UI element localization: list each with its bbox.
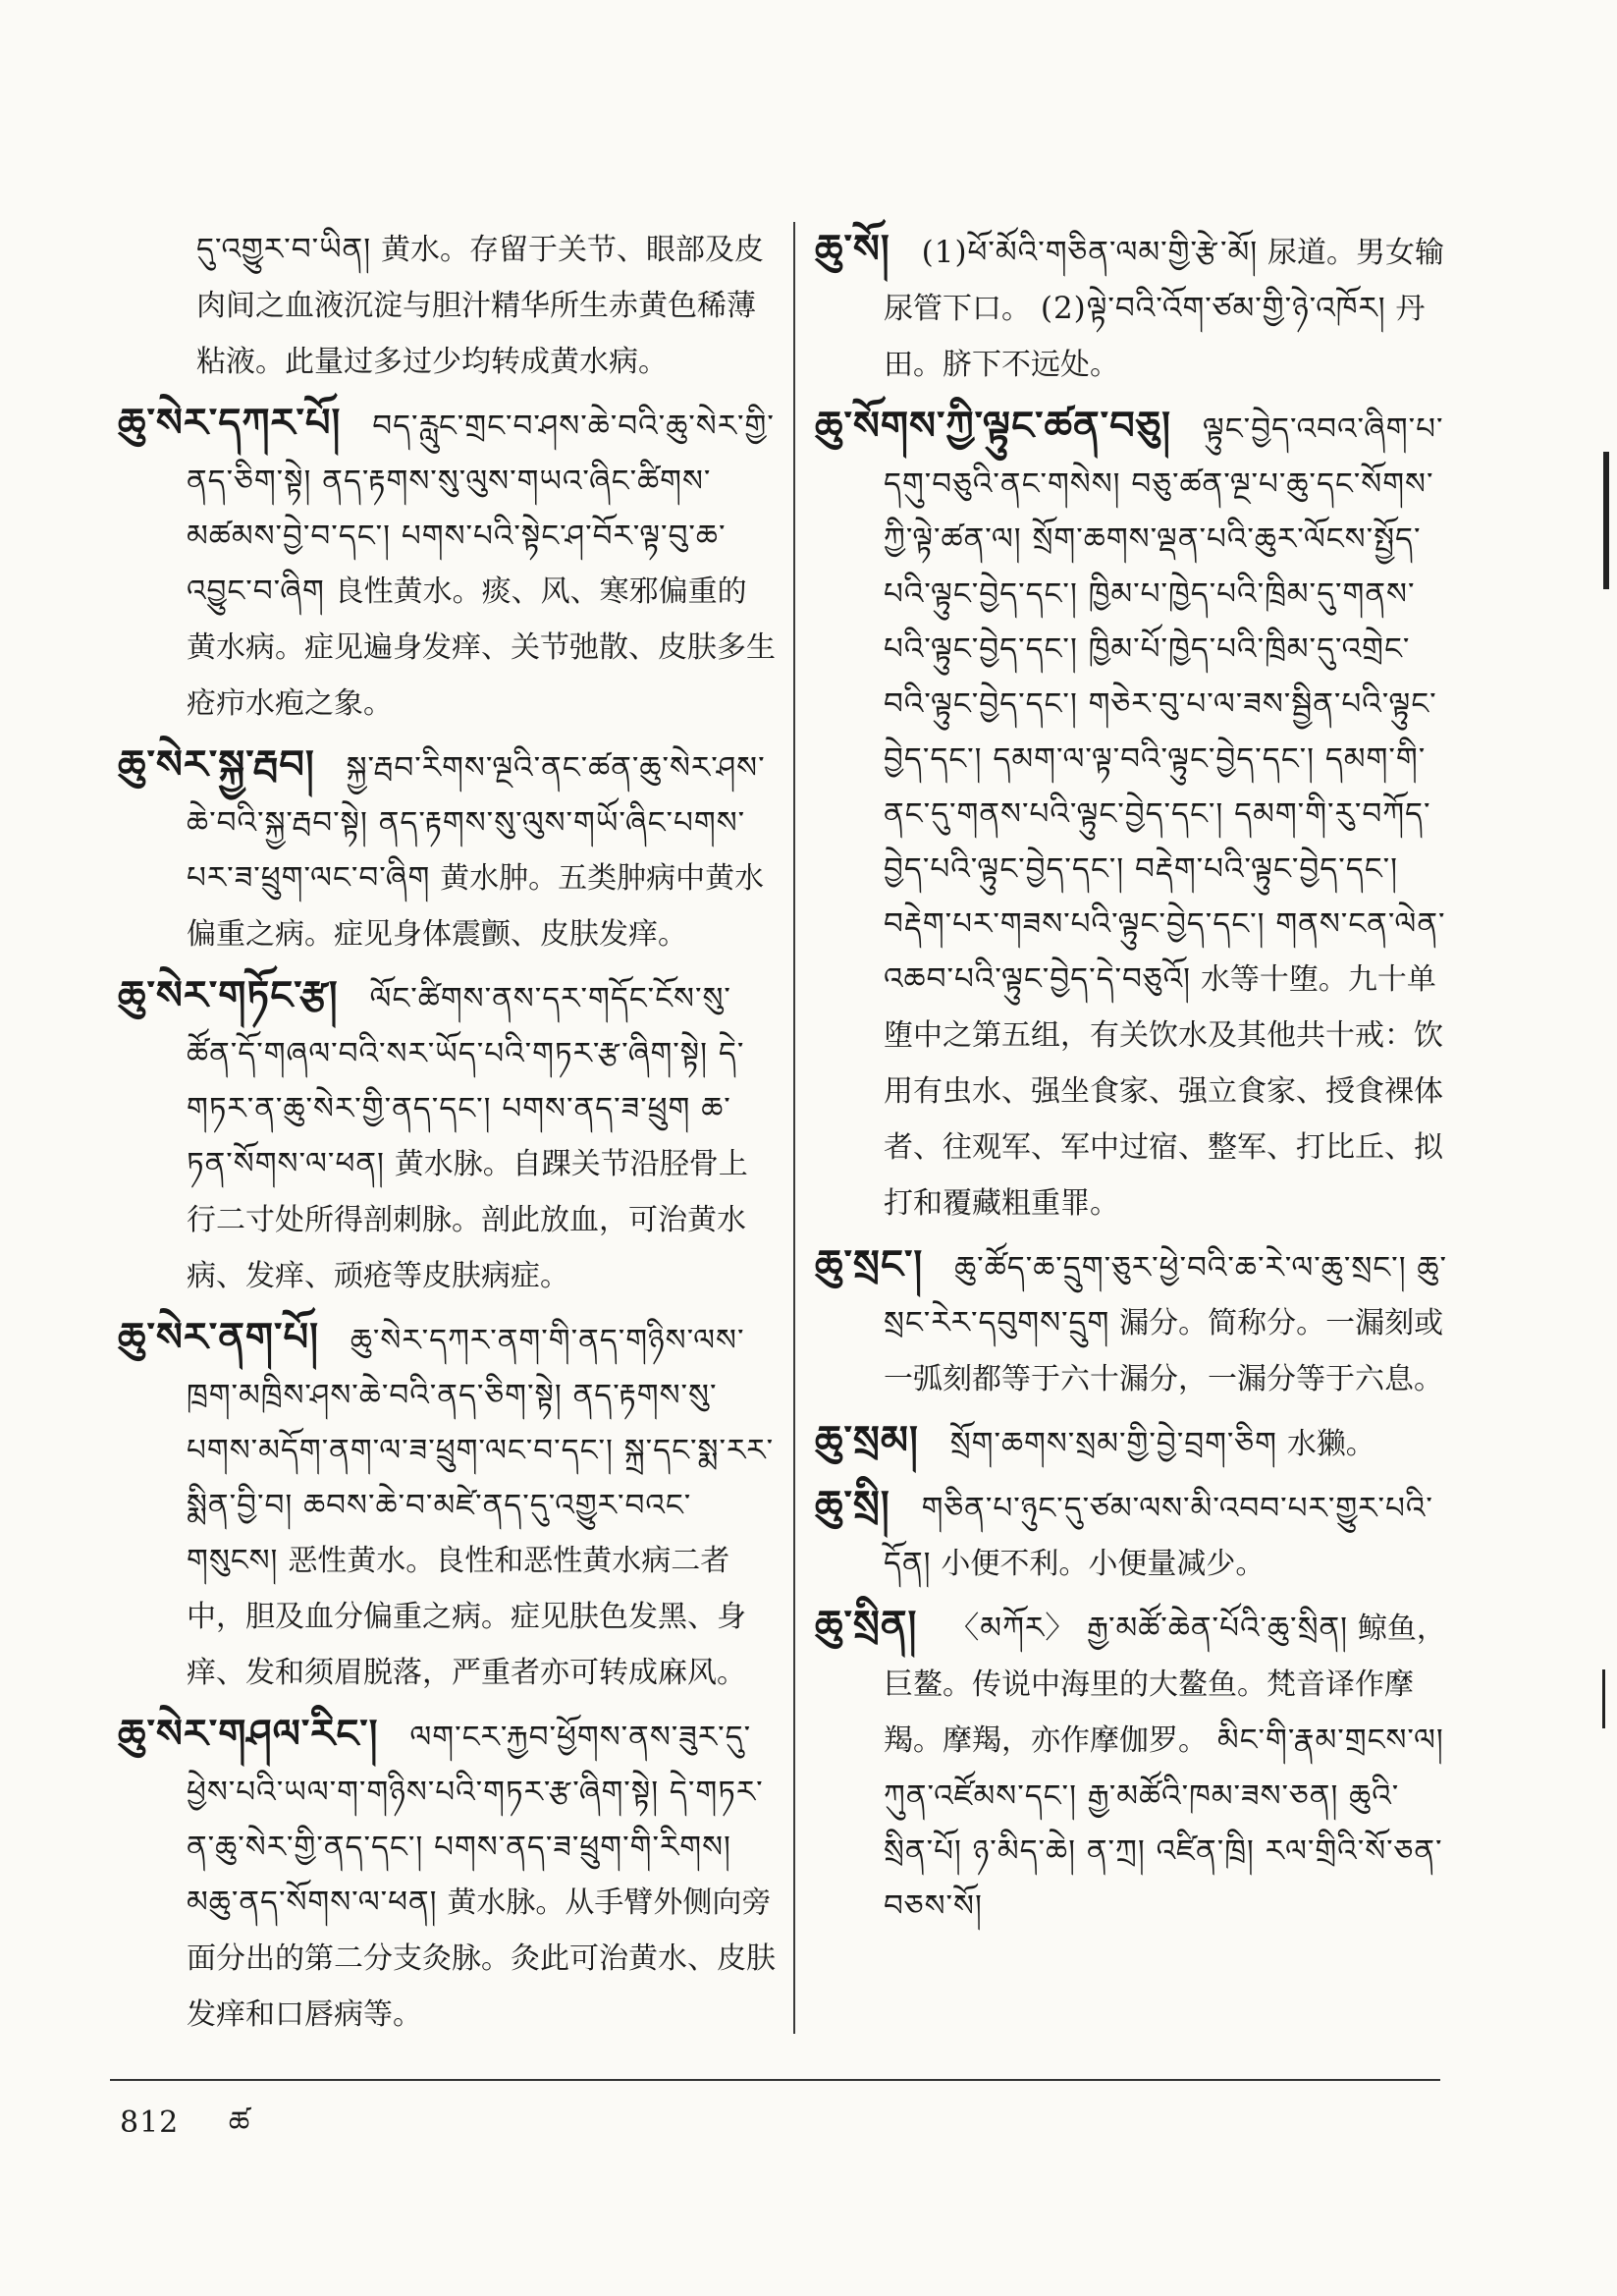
- entry-tibetan-synonyms: མིང་གི་རྣམ་གྲངས་ལ། ཀུན་འཛོམས་དང་། རྒྱ་མཚོའི་ཁམ་ཟས་ཅན། ཆུའི་སྲིན་པོ། ཉ་མིད་ཆེ། ན་ཀྲ། འཛིན་ཁྲི། རལ་གྲིའི་སོ་ཅན་བཅས་སོ།: [884, 1722, 1444, 1924]
- entry-chinese: 黄水脉。从手臂外侧向旁面分出的第二分支灸脉。灸此可治黄水、皮肤发痒和口唇病等。: [187, 1886, 776, 2032]
- footer-rule: [110, 2079, 1440, 2081]
- entry-tibetan: ལག་ངར་རྐྱབ་ཕྱོགས་ནས་ཟུར་དུ་ཕྱེས་པའི་ཡལ་ག་གཉིས་པའི་གཏར་རྩ་ཞིག་སྟེ། དེ་གཏར་ན་ཆུ་སེར་གྱི་ནད་དང་། པགས་ནད་ཟ་ཕྲུག་གི་རིགས། མཆུ་ནད་སོགས་ལ་ཕན།: [187, 1720, 764, 1920]
- entry-chinese-sense-2: 丹田。脐下不远处。: [884, 292, 1426, 382]
- entry-chinese: 漏分。简称分。一漏刻或一弧刻都等于六十漏分，一漏分等于六息。: [884, 1306, 1444, 1396]
- entry-tibetan: དུ་འགྱུར་བ་ཡིན།: [196, 232, 372, 267]
- entry-headword: ཆུ་སྲི།: [815, 1482, 890, 1528]
- entry-headword: ཆུ་སྲིན།: [815, 1602, 918, 1648]
- entry-chinese: 黄水脉。自踝关节沿胫骨上行二寸处所得剖刺脉。剖此放血，可治黄水病、发痒、顽疮等皮肤病症。: [187, 1147, 748, 1293]
- dictionary-entry: [815, 222, 1448, 393]
- entry-chinese: 水獭。: [1286, 1427, 1375, 1461]
- entry-tibetan: ཆུ་སེར་དཀར་ནག་གི་ནད་གཉིས་ལས་ཁྲག་མཁྲིས་ཤས་ཆེ་བའི་ནད་ཅིག་སྟེ། ནད་རྟགས་སུ་པགས་མདོག་ནག་ལ་ཟ་ཕྲུག་ལང་བ་དང་། སྐྲ་དང་སྨ་རར་སྨིན་བྱི་བ། ཆབས་ཆེ་བ་མཛེ་ནད་དུ་འགྱུར་བའང་གསུངས།: [187, 1323, 775, 1578]
- dictionary-entry: [815, 1413, 1448, 1472]
- dictionary-entry: [118, 222, 776, 390]
- entry-tibetan: སྐྱ་རྦབ་རིགས་ལྔའི་ནང་ཚན་ཆུ་སེར་ཤས་ཆེ་བའི་སྐྱ་རྦབ་སྟེ། ནད་རྟགས་སུ་ལུས་གཡོ་ཞིང་པགས་པར་ཟ་ཕྲུག་ལང་བ་ཞིག: [187, 750, 766, 896]
- entry-headword: ཆུ་སེར་སྐྱ་རྦབ།: [118, 741, 315, 788]
- entry-headword: ཆུ་སོགས་ཀྱི་ལྟུང་ཚན་བཅུ།: [815, 403, 1172, 449]
- scan-edge-mark: [1602, 1669, 1605, 1728]
- entry-tibetan: ལོང་ཚིགས་ནས་དར་གདོང་ངོས་སུ་ཚོན་དོ་གཞལ་བའི་སར་ཡོད་པའི་གཏར་རྩ་ཞིག་སྟེ། དེ་གཏར་ན་ཆུ་སེར་གྱི་ནད་དང་། པགས་ནད་ཟ་ཕྲུག ཆ་ཏན་སོགས་ལ་ཕན།: [187, 981, 745, 1181]
- entry-chinese: 恶性黄水。良性和恶性黄水病二者中，胆及血分偏重之病。症见肤色发黑、身痒、发和须眉脱落，严重者亦可转成麻风。: [187, 1544, 746, 1690]
- entry-tibetan: (1)ཕོ་མོའི་གཅིན་ལམ་གྱི་རྩེ་མོ།: [921, 235, 1259, 270]
- entry-headword: ཆུ་སེར་གཤལ་རིང་།: [118, 1711, 379, 1757]
- section-letter: ཚ: [228, 2105, 251, 2140]
- scan-edge-mark: [1603, 452, 1609, 589]
- dictionary-entry: [815, 399, 1448, 1231]
- entry-tibetan: སྲོག་ཆགས་སྲམ་གྱི་བྱེ་བྲག་ཅིག: [949, 1426, 1277, 1461]
- right-column: [815, 222, 1448, 2031]
- entry-tibetan: ཆུ་ཚོད་ཆ་དྲུག་ཅུར་ཕྱེ་བའི་ཆ་རེ་ལ་ཆུ་སྲང་། ཆུ་སྲང་རེར་དབུགས་དྲུག: [884, 1250, 1448, 1340]
- entry-chinese: 水等十堕。九十单堕中之第五组，有关饮水及其他共十戒：饮用有虫水、强坐食家、强立食家、授食裸体者、往观军、军中过宿、整军、打比丘、拟打和覆藏粗重罪。: [884, 962, 1443, 1221]
- entry-chinese: 黄水。存留于关节、眼部及皮肉间之血液沉淀与胆汁精华所生赤黄色稀薄粘液。此量过多过少均转成黄水病。: [196, 233, 764, 379]
- entry-headword: ཆུ་སྲམ།: [815, 1417, 919, 1463]
- entry-tibetan-sense-2: (2)ལྟེ་བའི་འོག་ཙམ་གྱི་ཉེ་འཁོར།: [1040, 291, 1386, 326]
- entry-chinese: 小便不利。小便量减少。: [941, 1547, 1266, 1581]
- page-number: 812: [120, 2105, 180, 2140]
- entry-tibetan: བད་རླུང་གྲང་བ་ཤས་ཆེ་བའི་ཆུ་སེར་གྱི་ནད་ཅིག་སྟེ། ནད་རྟགས་སུ་ལུས་གཡའ་ཞིང་ཚིགས་མཚམས་བྱེ་བ་དང་། པགས་པའི་སྟེང་ཤ་བོར་ལྟ་བུ་ཆ་འབྱུང་བ་ཞིག: [187, 409, 775, 609]
- left-column: [118, 222, 776, 2031]
- column-divider: [793, 222, 795, 2034]
- entry-chinese: 鲸鱼，巨鳌。传说中海里的大鳌鱼。梵音译作摩羯。摩羯，亦作摩伽罗。: [884, 1612, 1446, 1758]
- dictionary-entry: [815, 1237, 1448, 1407]
- entry-chinese: 尿道。男女输尿管下口。: [884, 236, 1445, 326]
- entry-tibetan: 〈མཀོར〉 རྒྱ་མཚོ་ཆེན་པོའི་ཆུ་སྲིན།: [948, 1611, 1349, 1646]
- page-footer: [120, 2090, 250, 2172]
- entry-tibetan: ལྟུང་བྱེད་འབའ་ཞིག་པ་དགུ་བཅུའི་ནང་གསེས། བཅུ་ཚན་ལྔ་པ་ཆུ་དང་སོགས་ཀྱི་ལྟེ་ཚན་ལ། སྲོག་ཆགས་ལྡན་པའི་ཆུར་ལོངས་སྤྱོད་པའི་ལྟུང་བྱེད་དང་། ཁྱིམ་པ་ཁྱེད་པའི་ཁྲིམ་དུ་གནས་པའི་ལྟུང་བྱེད་དང་། ཁྱིམ་པོ་ཁྱེད་པའི་ཁྲིམ་དུ་འགྲེང་བའི་ལྟུང་བྱེད་དང་། གཅེར་བུ་པ་ལ་ཟས་སྦྱིན་པའི་ལྟུང་བྱེད་དང་། དམག་ལ་ལྟ་བའི་ལྟུང་བྱེད་དང་། དམག་གི་ནང་དུ་གནས་པའི་ལྟུང་བྱེད་དང་། དམག་གི་རུ་བཀོད་བྱེད་པའི་ལྟུང་བྱེད་དང་། བརྡེག་པའི་ལྟུང་བྱེད་དང་། བརྡེག་པར་གཟས་པའི་ལྟུང་བྱེད་དང་། གནས་ངན་ལེན་འཆབ་པའི་ལྟུང་བྱེད་དེ་བཅུའོ།: [884, 411, 1446, 997]
- dictionary-entry: [118, 1707, 776, 2043]
- entry-headword: ཆུ་སོ།: [815, 226, 890, 272]
- entry-headword: ཆུ་སེར་གཏོང་རྩ།: [118, 972, 339, 1018]
- dictionary-entry: [118, 968, 776, 1304]
- entry-tibetan: གཅིན་པ་ཉུང་དུ་ཙམ་ལས་མི་འབབ་པར་གྱུར་པའི་དོན།: [884, 1491, 1433, 1581]
- entry-headword: ཆུ་སེར་དཀར་པོ།: [118, 400, 342, 446]
- dictionary-entry: [118, 396, 776, 732]
- dictionary-entry: [815, 1478, 1448, 1592]
- entry-headword: ཆུ་སེར་ནག་པོ།: [118, 1314, 319, 1360]
- entry-chinese: 良性黄水。痰、风、寒邪偏重的黄水病。症见遍身发痒、关节弛散、皮肤多生疮疖水疱之象。: [187, 574, 776, 721]
- dictionary-entry: [815, 1598, 1448, 1934]
- entry-headword: ཆུ་སྲང་།: [815, 1241, 924, 1287]
- dictionary-entry: [118, 738, 776, 962]
- entry-chinese: 黄水肿。五类肿病中黄水偏重之病。症见身体震颤、皮肤发痒。: [187, 861, 765, 952]
- dictionary-entry: [118, 1310, 776, 1701]
